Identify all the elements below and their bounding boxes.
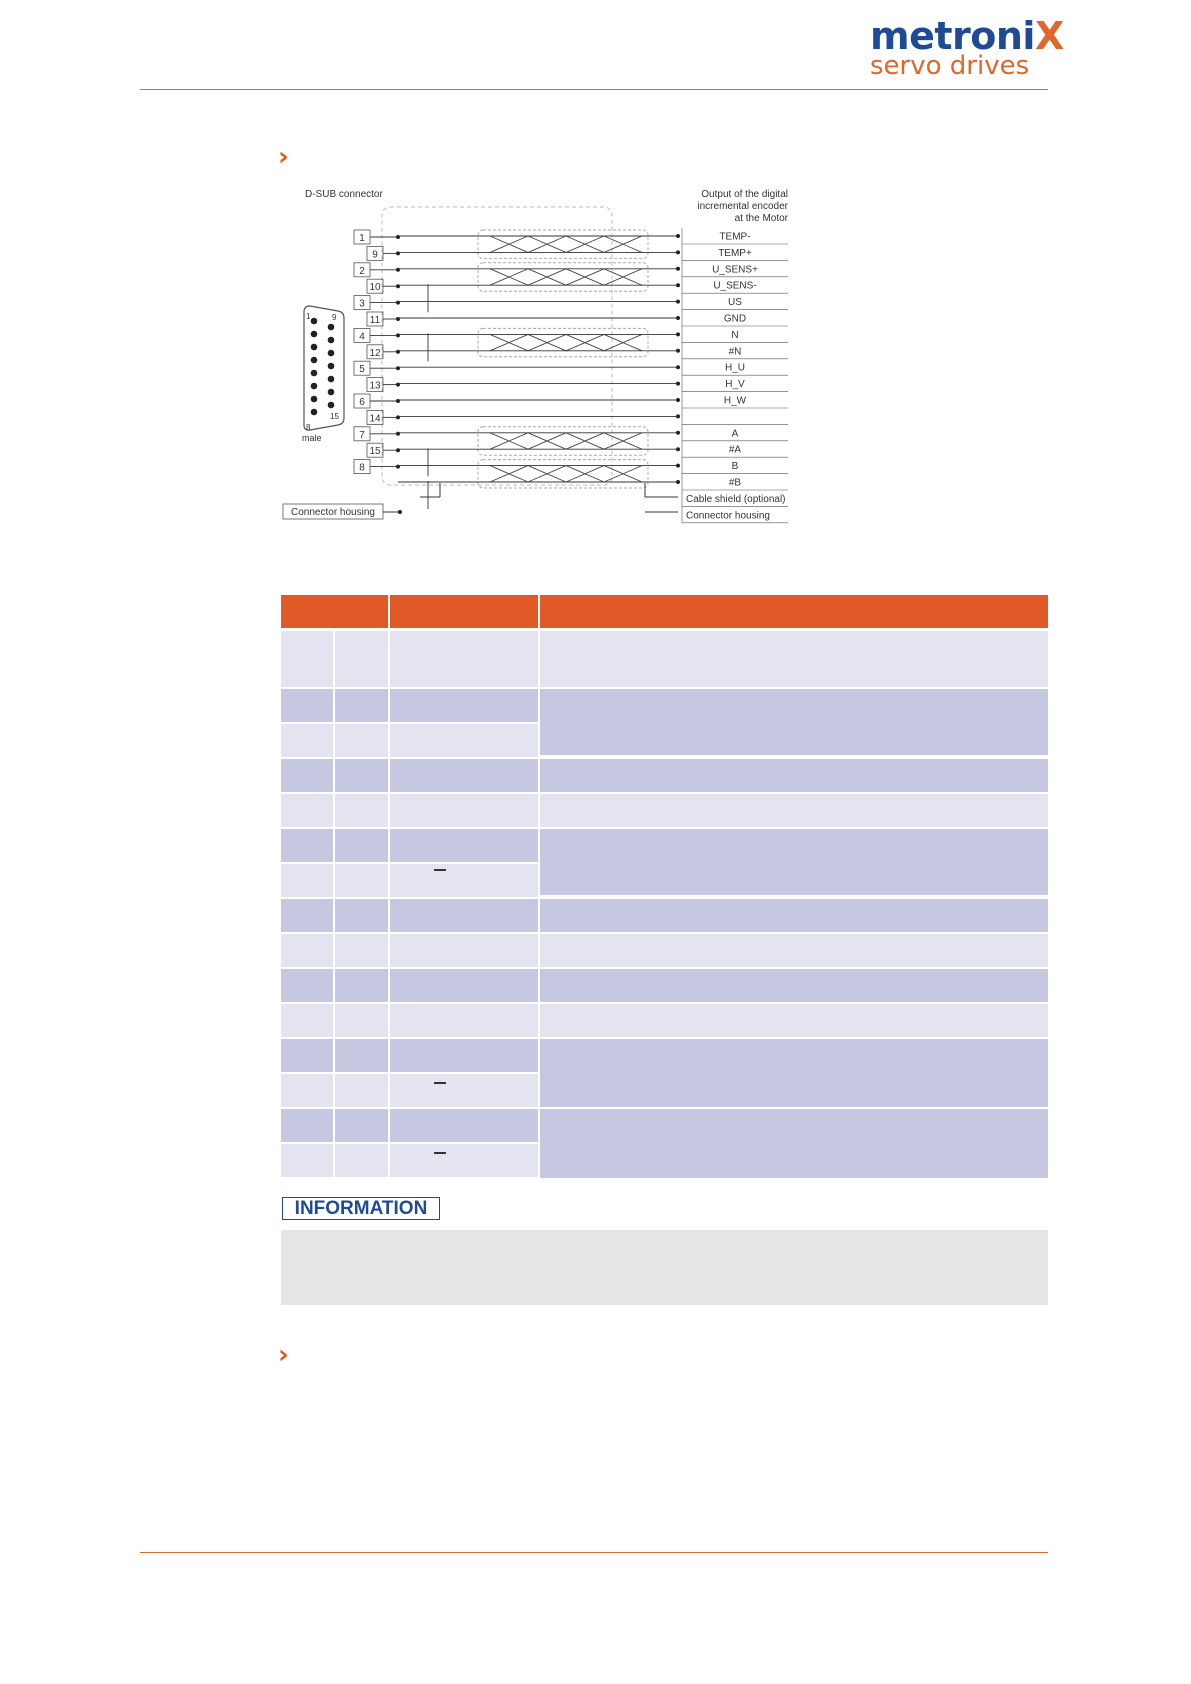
signal-label: US <box>728 297 742 309</box>
table-cell <box>335 794 388 827</box>
pin-number-label: 13 <box>369 380 381 392</box>
table-cell <box>281 631 333 687</box>
table-cell <box>390 759 538 792</box>
table-cell <box>540 899 1048 932</box>
table-cell <box>281 724 333 757</box>
table-cell <box>540 1039 1048 1107</box>
table-cell <box>335 689 388 722</box>
section-chevron-icon: › <box>278 142 289 172</box>
table-cell <box>390 1074 538 1107</box>
table-cell <box>281 1074 333 1107</box>
table-cell <box>540 759 1048 792</box>
table-cell <box>390 631 538 687</box>
signal-label: GND <box>723 313 747 325</box>
pin-number-label: 14 <box>369 413 381 425</box>
table-cell <box>540 1004 1048 1037</box>
table-cell <box>281 759 333 792</box>
pin-number-label: 12 <box>369 347 381 359</box>
connector-pin-8-label: 8 <box>306 423 311 432</box>
table-cell <box>281 864 333 897</box>
table-cell <box>390 934 538 967</box>
information-badge: INFORMATION <box>282 1197 440 1220</box>
table-cell <box>390 1109 538 1142</box>
table-cell <box>390 899 538 932</box>
footer-rule <box>140 1552 1048 1553</box>
signal-label: B <box>731 461 739 473</box>
connector-pin-1-label: 1 <box>306 312 311 321</box>
table-cell <box>540 934 1048 967</box>
overline-mark-n <box>434 869 446 871</box>
signal-label: Connector housing <box>686 510 770 522</box>
table-cell <box>390 689 538 722</box>
signal-label: H_U <box>724 362 746 374</box>
table-cell <box>335 934 388 967</box>
information-box <box>281 1230 1048 1305</box>
pin-number-label: 6 <box>359 397 365 408</box>
connector-pin-9-label: 9 <box>332 313 337 322</box>
signal-label: N <box>731 329 739 341</box>
pin-number-label: 4 <box>359 331 365 343</box>
logo-tagline: servo drives <box>870 51 1030 81</box>
table-cell <box>390 1039 538 1072</box>
table-cell <box>335 759 388 792</box>
table-cell <box>281 1039 333 1072</box>
table-cell <box>540 794 1048 827</box>
table-cell <box>390 864 538 897</box>
table-cell <box>540 689 1048 755</box>
table-cell <box>540 631 1048 687</box>
signal-label: U_SENS- <box>713 280 757 292</box>
table-cell <box>335 1109 388 1142</box>
signal-label: #B <box>728 477 742 489</box>
table-cell <box>540 969 1048 1002</box>
signal-label: #N <box>728 346 742 358</box>
table-cell <box>540 829 1048 895</box>
signal-label: #A <box>728 444 742 456</box>
table-cell <box>390 1144 538 1177</box>
wiring-diagram <box>280 185 790 525</box>
table-cell <box>335 1074 388 1107</box>
left-connector-housing-label: Connector housing <box>291 507 375 518</box>
table-cell <box>281 1109 333 1142</box>
pin-number-label: 3 <box>359 298 365 310</box>
table-cell <box>281 794 333 827</box>
table-cell <box>281 1004 333 1037</box>
table-cell <box>335 829 388 862</box>
pin-number-label: 7 <box>359 429 365 441</box>
table-cell <box>390 829 538 862</box>
table-cell <box>335 724 388 757</box>
connector-pin-15-label: 15 <box>330 412 339 421</box>
table-header-cell-designation <box>390 595 538 628</box>
table-cell <box>390 1004 538 1037</box>
table-cell <box>335 864 388 897</box>
diagram-right-title-1: Output of the digital <box>701 189 788 200</box>
table-cell <box>335 969 388 1002</box>
signal-label: A <box>731 428 739 440</box>
header-rule <box>140 89 1048 90</box>
pin-number-label: 5 <box>359 364 365 376</box>
pin-number-label: 11 <box>369 315 381 326</box>
table-cell <box>335 1039 388 1072</box>
signal-label: U_SENS+ <box>712 264 758 276</box>
pin-number-label: 2 <box>359 265 365 277</box>
section-chevron-icon-2: › <box>278 1340 289 1370</box>
pin-number-label: 8 <box>359 462 365 474</box>
table-cell <box>390 794 538 827</box>
table-cell <box>281 934 333 967</box>
signal-label: TEMP+ <box>718 247 752 259</box>
table-cell <box>281 829 333 862</box>
table-cell <box>390 969 538 1002</box>
pin-number-label: 15 <box>369 446 381 458</box>
table-cell <box>390 724 538 757</box>
logo-wordmark: metroni <box>870 14 1035 58</box>
pin-number-label: 9 <box>372 249 378 261</box>
table-cell <box>281 969 333 1002</box>
table-cell <box>281 689 333 722</box>
pin-number-label: 10 <box>369 282 381 294</box>
table-cell <box>281 1144 333 1177</box>
logo-x-mark: X <box>1034 14 1064 58</box>
diagram-left-title: D-SUB connector <box>305 189 383 200</box>
overline-mark-b <box>434 1152 446 1154</box>
table-cell <box>540 1109 1048 1178</box>
diagram-right-title-2: incremental encoder <box>697 201 788 212</box>
signal-label: H_W <box>723 395 747 407</box>
table-header-cell-pin <box>281 595 388 628</box>
table-header-cell-specification <box>540 595 1048 628</box>
table-cell <box>335 1144 388 1177</box>
overline-mark-a <box>434 1082 446 1084</box>
table-cell <box>335 631 388 687</box>
pin-number-label: 1 <box>359 233 365 244</box>
signal-label: H_V <box>725 379 745 391</box>
table-cell <box>281 899 333 932</box>
table-cell <box>335 1004 388 1037</box>
signal-label: TEMP- <box>719 231 751 243</box>
connector-male-label: male <box>302 433 322 443</box>
signal-label: Cable shield (optional) <box>686 493 786 505</box>
table-cell <box>335 899 388 932</box>
diagram-right-title-3: at the Motor <box>734 213 788 224</box>
